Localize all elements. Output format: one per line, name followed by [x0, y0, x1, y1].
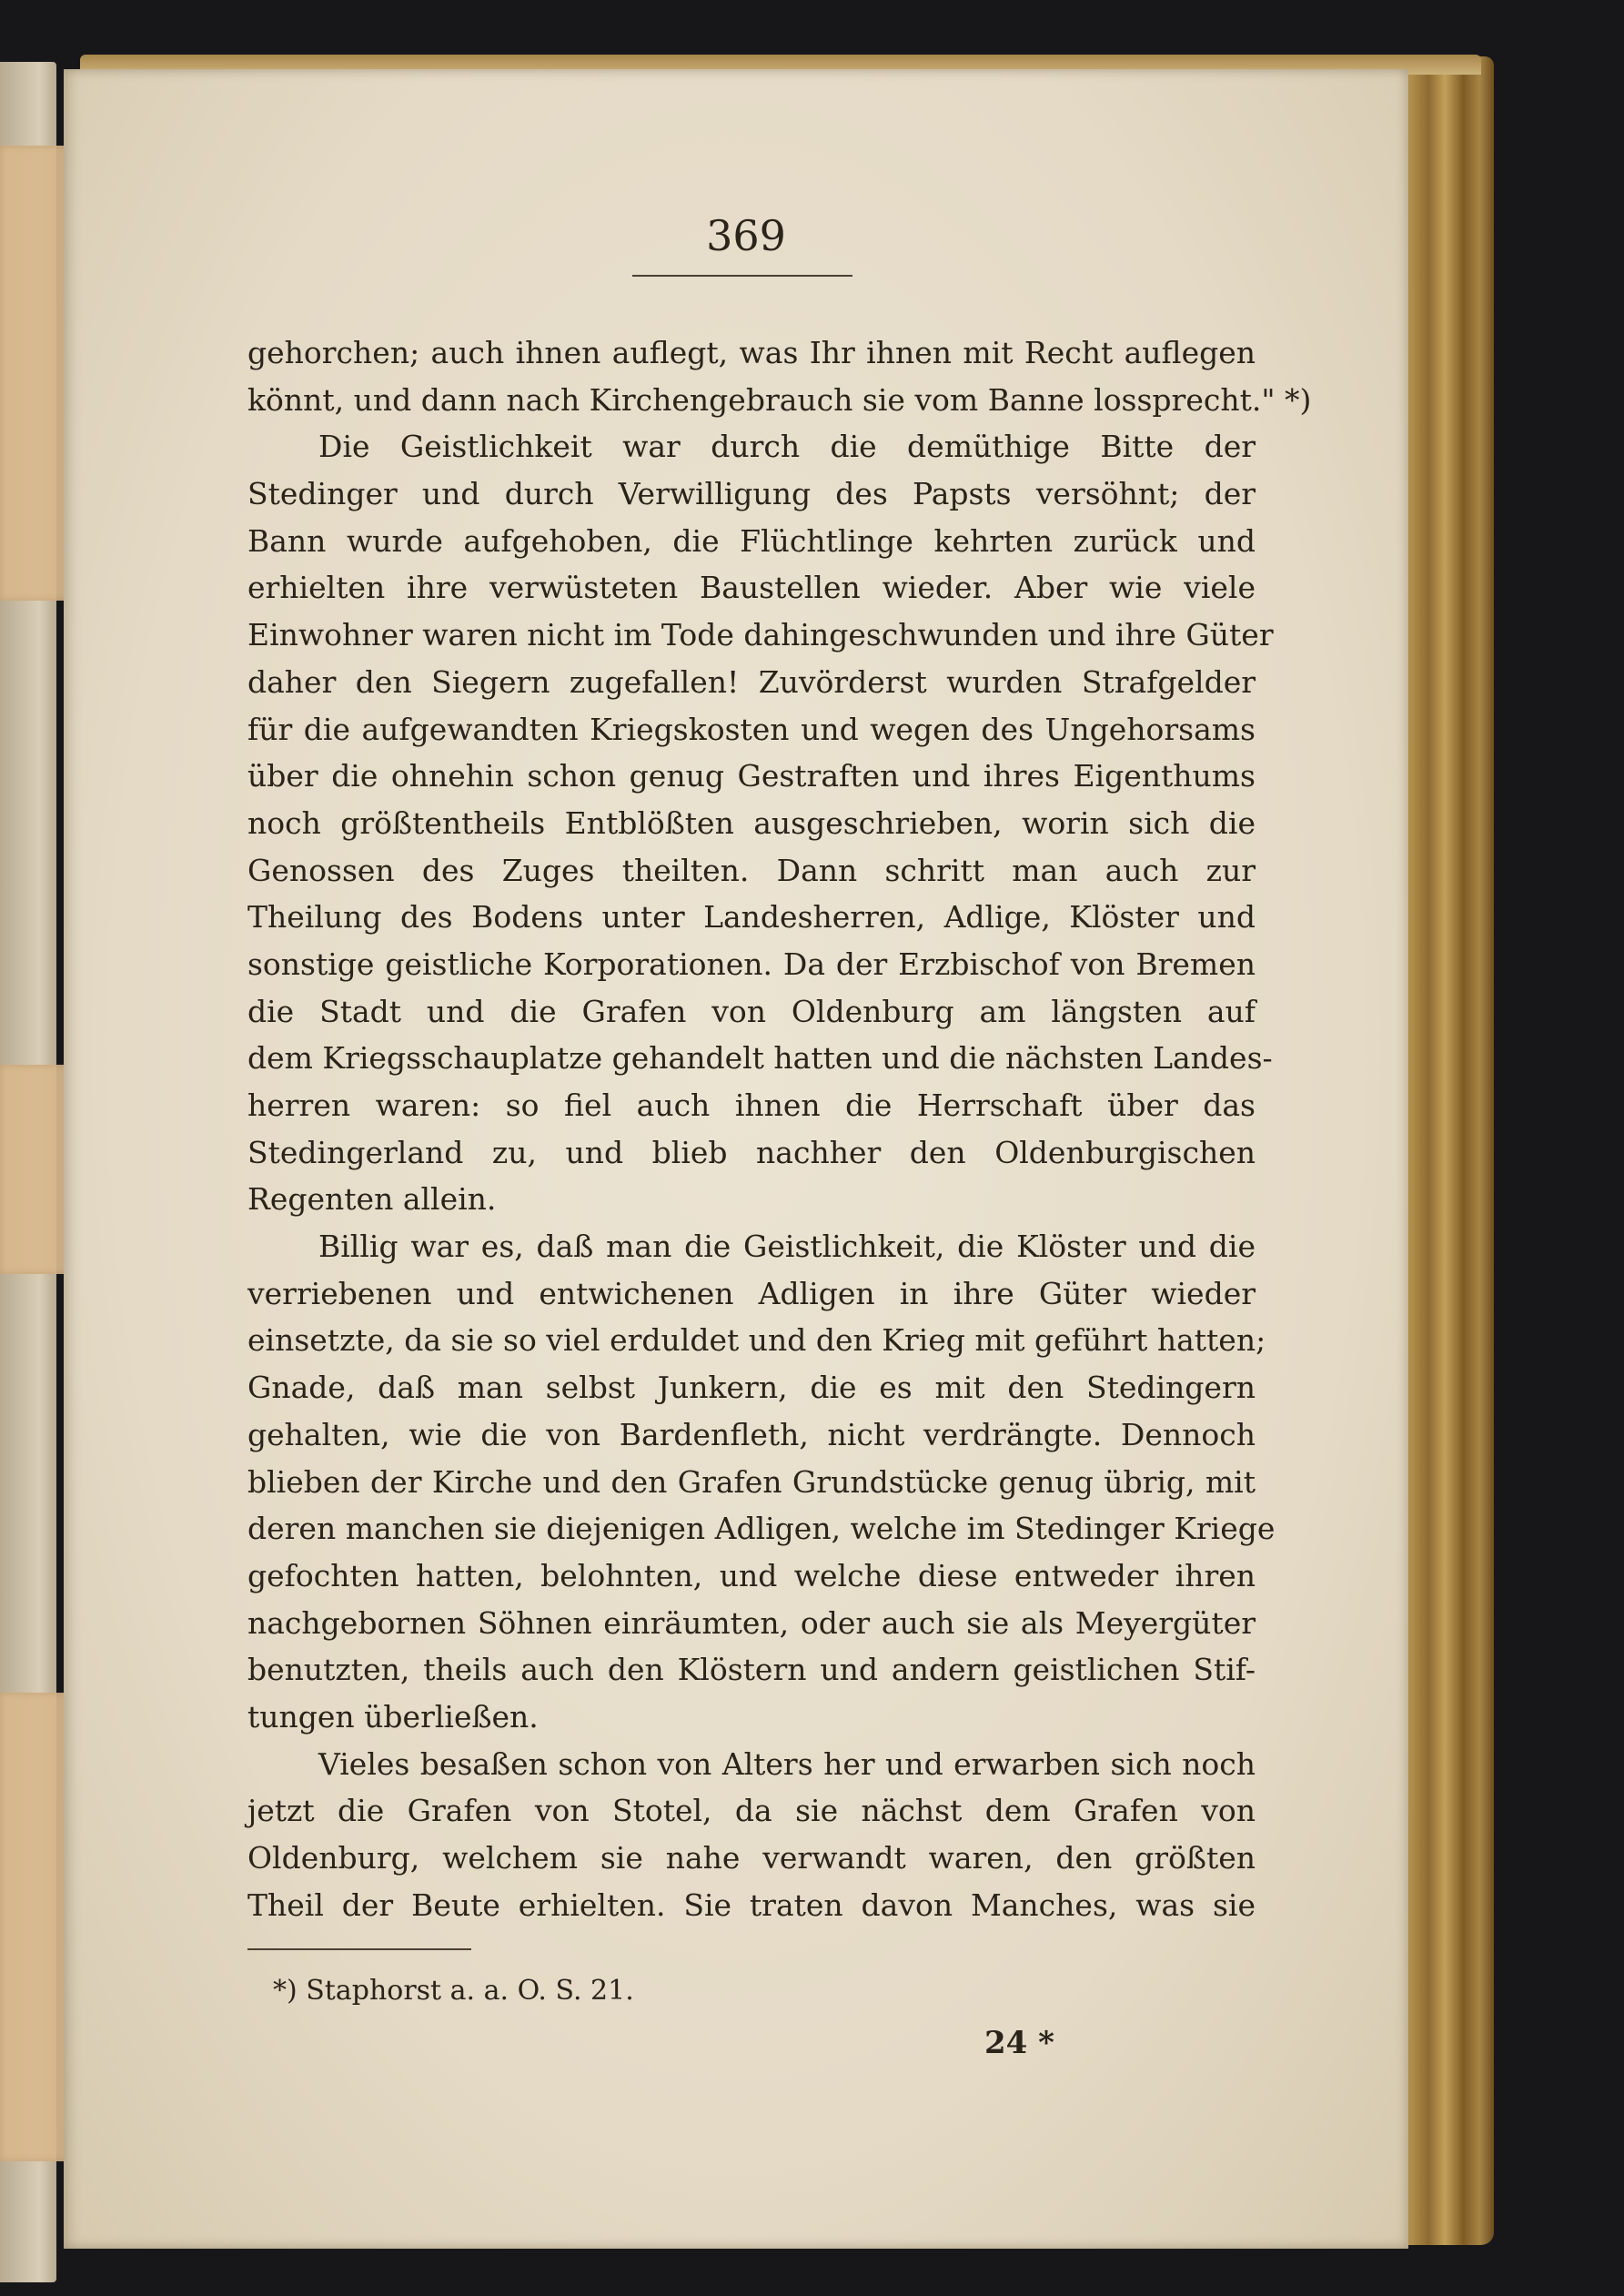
text-line: blieben der Kirche und den Grafen Grundstücke genug übrig, mit: [247, 1463, 1256, 1500]
text-line: dem Kriegsschauplatze gehandelt hatten und die nächsten Landes-: [247, 1040, 1273, 1077]
text-line: Theil der Beute erhielten. Sie traten davon Manches, was sie: [247, 1886, 1256, 1923]
text-line: Die Geistlichkeit war durch die demüthige Bitte der: [318, 429, 1256, 465]
body-text: [247, 329, 1312, 1928]
text-line: die Stadt und die Grafen von Oldenburg am längsten auf: [247, 993, 1256, 1029]
text-line: gefochten hatten, belohnten, und welche diese entweder ihren: [247, 1557, 1256, 1593]
text-line: Einwohner waren nicht im Tode dahingeschwunden und ihre Güter: [247, 617, 1274, 653]
text-line: gehorchen; auch ihnen auflegt, was Ihr ihnen mit Recht auflegen: [247, 335, 1256, 370]
text-line: Gnade, daß man selbst Junkern, die es mit den Stedingern: [247, 1370, 1256, 1406]
signature-mark: 24 *: [984, 2025, 1054, 2061]
text-line: könnt, und dann nach Kirchengebrauch sie vom Banne lossprecht." *): [247, 381, 1312, 418]
text-line: Regenten allein.: [247, 1181, 497, 1218]
text-line: Vieles besaßen schon von Alters her und erwarben sich noch: [318, 1745, 1256, 1782]
text-line: Stedinger und durch Verwilligung des Papsts versöhnt; der: [247, 476, 1256, 512]
text-line: erhielten ihre verwüsteten Baustellen wieder. Aber wie viele: [247, 570, 1256, 606]
text-line: einsetzte, da sie so viel erduldet und den Krieg mit geführt hatten;: [247, 1322, 1266, 1359]
text-line: Oldenburg, welchem sie nahe verwandt waren, den größten: [247, 1840, 1256, 1876]
page-number: 369: [706, 211, 786, 260]
text-line: verriebenen und entwichenen Adligen in ihre Güter wieder: [247, 1275, 1256, 1311]
text-line: tungen überließen.: [247, 1698, 539, 1735]
text-line: Genossen des Zuges theilten. Dann schritt man auch zur: [247, 852, 1256, 888]
text-line: Theilung des Bodens unter Landesherren, Adlige, Klöster und: [247, 899, 1256, 936]
text-line: herren waren: so fiel auch ihnen die Herrschaft über das: [247, 1087, 1256, 1123]
text-line: über die ohnehin schon genug Gestraften und ihres Eigenthums: [247, 758, 1256, 794]
text-line: Bann wurde aufgehoben, die Flüchtlinge kehrten zurück und: [247, 522, 1256, 559]
header-rule: [632, 275, 852, 277]
text-line: Stedingerland zu, und blieb nachher den Oldenburgischen: [247, 1134, 1256, 1170]
text-line: nachgebornen Söhnen einräumten, oder auch sie als Meyergüter: [247, 1604, 1256, 1641]
text-line: sonstige geistliche Korporationen. Da der Erzbischof von Bremen: [247, 946, 1256, 982]
text-line: für die aufgewandten Kriegskosten und wegen des Ungehorsams: [247, 711, 1256, 747]
text-line: benutzten, theils auch den Klöstern und andern geistlichen Stif-: [247, 1652, 1256, 1688]
text-line: daher den Siegern zugefallen! Zuvörderst wurden Strafgelder: [247, 663, 1256, 700]
text-line: noch größtentheils Entblößten ausgeschrieben, worin sich die: [247, 804, 1256, 841]
footnote: *) Staphorst a. a. O. S. 21.: [273, 1975, 634, 2007]
text-line: gehalten, wie die von Bardenfleth, nicht verdrängte. Dennoch: [247, 1416, 1256, 1452]
footnote-rule: [247, 1948, 471, 1950]
text-line: jetzt die Grafen von Stotel, da sie nächst dem Grafen von: [247, 1793, 1256, 1829]
text-line: deren manchen sie diejenigen Adligen, welche im Stedinger Kriege: [247, 1511, 1276, 1547]
text-line: Billig war es, daß man die Geistlichkeit, die Klöster und die: [318, 1229, 1256, 1265]
